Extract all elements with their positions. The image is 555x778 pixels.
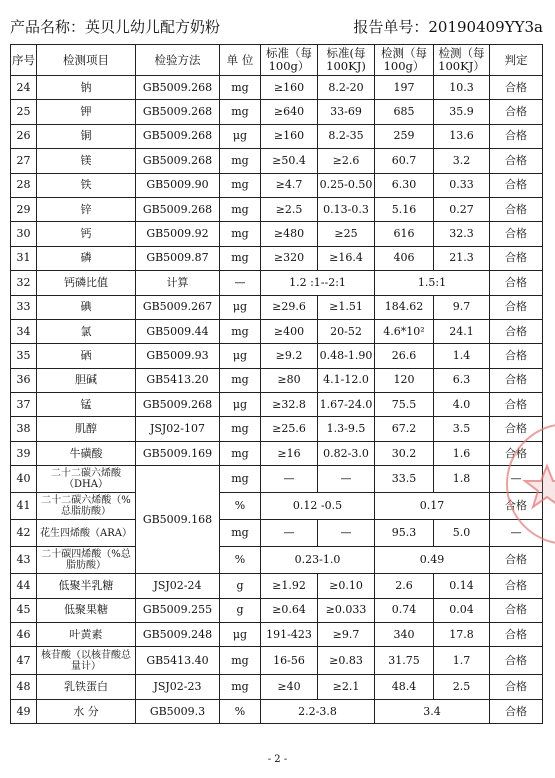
row-result-100kj: 10.3 (434, 76, 490, 100)
row-verdict: 合格 (490, 417, 543, 441)
row-method: GB5413.40 (136, 647, 220, 675)
row-result-100kj: 0.04 (434, 598, 490, 622)
row-verdict: 合格 (490, 76, 543, 100)
row-result-100kj: 1.4 (434, 344, 490, 368)
row-std-100kj: ≥2.1 (318, 675, 375, 699)
table-row (11, 295, 543, 319)
row-result-100g: 31.75 (375, 647, 434, 675)
row-verdict: 合格 (490, 295, 543, 319)
row-standard: 0.12 -0.5 (261, 493, 375, 520)
product-name: 产品名称：英贝儿幼儿配方奶粉 (10, 18, 221, 36)
row-item: 花生四烯酸（ARA） (37, 520, 136, 547)
row-std-100kj: 0.13-0.3 (318, 197, 375, 221)
row-item: 铜 (37, 124, 136, 148)
row-std-100kj: ≥1.51 (318, 295, 375, 319)
row-unit: mg (220, 441, 261, 465)
table-row (11, 149, 543, 173)
row-unit: mg (220, 222, 261, 246)
row-item: 乳铁蛋白 (37, 675, 136, 699)
row-std-100kj: ≥0.83 (318, 647, 375, 675)
row-result-100g: 0.74 (375, 598, 434, 622)
row-method: GB5009.267 (136, 295, 220, 319)
row-seq: 27 (11, 149, 37, 173)
table-header-row (11, 45, 543, 76)
row-result-100g: 5.16 (375, 197, 434, 221)
row-result-100kj: 1.6 (434, 441, 490, 465)
row-seq: 34 (11, 319, 37, 343)
row-standard: 1.2 :1--2:1 (261, 271, 375, 295)
row-std-100g: ≥50.4 (261, 149, 318, 173)
row-verdict: 合格 (490, 493, 543, 520)
row-item: 钠 (37, 76, 136, 100)
table-row (11, 100, 543, 124)
col-std-100g: 标准（每100g） (261, 45, 318, 76)
row-standard: 0.23-1.0 (261, 547, 375, 574)
table-row (11, 124, 543, 148)
row-result-100kj: 1.8 (434, 466, 490, 493)
row-verdict: 合格 (490, 319, 543, 343)
table-row (11, 173, 543, 197)
row-verdict: 合格 (490, 368, 543, 392)
row-seq: 35 (11, 344, 37, 368)
row-item: 核苷酸（以核苷酸总量计） (37, 647, 136, 675)
row-seq: 40 (11, 466, 37, 493)
row-verdict: 合格 (490, 271, 543, 295)
row-std-100kj: ≥16.4 (318, 246, 375, 270)
row-unit: mg (220, 173, 261, 197)
row-std-100g: ≥480 (261, 222, 318, 246)
row-method: GB5009.87 (136, 246, 220, 270)
row-std-100kj: ≥2.6 (318, 149, 375, 173)
col-method: 检验方法 (136, 45, 220, 76)
row-std-100g: ≥320 (261, 246, 318, 270)
row-std-100kj: 0.25-0.50 (318, 173, 375, 197)
row-seq: 48 (11, 675, 37, 699)
row-verdict: — (490, 466, 543, 493)
page-number: - 2 - (267, 754, 288, 765)
row-seq: 32 (11, 271, 37, 295)
row-seq: 30 (11, 222, 37, 246)
inspection-seal (497, 418, 555, 550)
row-item: 叶黄素 (37, 623, 136, 647)
row-std-100g: ≥4.7 (261, 173, 318, 197)
table-row (11, 441, 543, 465)
row-method: JSJ02-23 (136, 675, 220, 699)
row-std-100g: 191-423 (261, 623, 318, 647)
row-result-100kj: 0.33 (434, 173, 490, 197)
row-seq: 24 (11, 76, 37, 100)
row-unit: μg (220, 623, 261, 647)
row-item: 水 分 (37, 699, 136, 723)
row-method: GB5009.92 (136, 222, 220, 246)
row-std-100g: — (261, 466, 318, 493)
table-row (11, 598, 543, 622)
row-result: 1.5:1 (375, 271, 490, 295)
report-header (10, 16, 543, 38)
row-verdict: 合格 (490, 547, 543, 574)
row-result-100kj: 3.2 (434, 149, 490, 173)
row-method: GB5009.3 (136, 699, 220, 723)
row-unit: mg (220, 149, 261, 173)
row-verdict: 合格 (490, 100, 543, 124)
table-row (11, 319, 543, 343)
row-verdict: 合格 (490, 173, 543, 197)
table-row (11, 574, 543, 598)
row-result: 3.4 (375, 699, 490, 723)
row-seq: 44 (11, 574, 37, 598)
row-std-100kj: 0.82-3.0 (318, 441, 375, 465)
row-item: 钙磷比值 (37, 271, 136, 295)
row-method: GB5009.268 (136, 100, 220, 124)
row-std-100g: ≥160 (261, 124, 318, 148)
row-unit: μg (220, 295, 261, 319)
row-std-100kj: 8.2-20 (318, 76, 375, 100)
row-seq: 36 (11, 368, 37, 392)
row-result-100g: 48.4 (375, 675, 434, 699)
row-seq: 33 (11, 295, 37, 319)
row-seq: 31 (11, 246, 37, 270)
row-seq: 41 (11, 493, 37, 520)
row-verdict: 合格 (490, 124, 543, 148)
table-row (11, 699, 543, 723)
row-method: GB5009.169 (136, 441, 220, 465)
row-verdict: 合格 (490, 647, 543, 675)
row-result-100kj: 0.14 (434, 574, 490, 598)
row-result-100g: 259 (375, 124, 434, 148)
col-seq: 序号 (11, 45, 37, 76)
row-verdict: 合格 (490, 699, 543, 723)
row-unit: mg (220, 76, 261, 100)
row-item: 磷 (37, 246, 136, 270)
row-std-100g: ≥40 (261, 675, 318, 699)
col-verdict: 判定 (490, 45, 543, 76)
row-unit: — (220, 271, 261, 295)
row-unit: mg (220, 417, 261, 441)
row-item: 氯 (37, 319, 136, 343)
row-std-100g: ≥0.64 (261, 598, 318, 622)
row-verdict: 合格 (490, 149, 543, 173)
row-item: 肌醇 (37, 417, 136, 441)
row-std-100g: ≥160 (261, 76, 318, 100)
row-result-100kj: 0.27 (434, 197, 490, 221)
row-unit: mg (220, 368, 261, 392)
row-std-100kj: 8.2-35 (318, 124, 375, 148)
row-result-100kj: 9.7 (434, 295, 490, 319)
row-result-100g: 340 (375, 623, 434, 647)
table-row (11, 493, 543, 520)
row-verdict: 合格 (490, 441, 543, 465)
row-result-100g: 406 (375, 246, 434, 270)
row-seq: 37 (11, 393, 37, 417)
row-method: GB5009.268 (136, 197, 220, 221)
row-seq: 42 (11, 520, 37, 547)
row-std-100g: ≥29.6 (261, 295, 318, 319)
row-verdict: 合格 (490, 393, 543, 417)
table-row (11, 246, 543, 270)
row-item: 碘 (37, 295, 136, 319)
row-standard: 2.2-3.8 (261, 699, 375, 723)
row-result-100kj: 17.8 (434, 623, 490, 647)
col-unit: 单 位 (220, 45, 261, 76)
row-item: 牛磺酸 (37, 441, 136, 465)
row-result-100g: 67.2 (375, 417, 434, 441)
row-method: JSJ02-24 (136, 574, 220, 598)
row-result-100g: 197 (375, 76, 434, 100)
row-unit: mg (220, 100, 261, 124)
table-row (11, 520, 543, 547)
row-unit: g (220, 574, 261, 598)
row-method: GB5009.255 (136, 598, 220, 622)
row-seq: 38 (11, 417, 37, 441)
row-unit: mg (220, 675, 261, 699)
table-row (11, 393, 543, 417)
table-row (11, 76, 543, 100)
row-std-100kj: — (318, 520, 375, 547)
row-method: GB5009.268 (136, 124, 220, 148)
row-std-100g: ≥400 (261, 319, 318, 343)
row-result-100g: 30.2 (375, 441, 434, 465)
table-row (11, 368, 543, 392)
row-result-100kj: 13.6 (434, 124, 490, 148)
row-result-100kj: 24.1 (434, 319, 490, 343)
row-unit: g (220, 598, 261, 622)
row-std-100g: ≥25.6 (261, 417, 318, 441)
row-method: GB5009.268 (136, 149, 220, 173)
row-unit: mg (220, 319, 261, 343)
row-std-100g: — (261, 520, 318, 547)
row-std-100g: ≥2.5 (261, 197, 318, 221)
row-result-100g: 4.6*10² (375, 319, 434, 343)
col-result-100kj: 检测（每100KJ） (434, 45, 490, 76)
row-std-100g: 16-56 (261, 647, 318, 675)
row-std-100g: ≥640 (261, 100, 318, 124)
row-seq: 28 (11, 173, 37, 197)
row-result-100kj: 3.5 (434, 417, 490, 441)
row-verdict: 合格 (490, 623, 543, 647)
table-row (11, 271, 543, 295)
row-item: 铁 (37, 173, 136, 197)
table-row (11, 466, 543, 493)
report-number: 报告单号：20190409YY3a (353, 18, 543, 36)
row-method: GB5009.268 (136, 393, 220, 417)
table-row (11, 547, 543, 574)
row-method: 计算 (136, 271, 220, 295)
row-unit: mg (220, 466, 261, 493)
row-method: GB5009.268 (136, 76, 220, 100)
row-item: 低聚果糖 (37, 598, 136, 622)
row-verdict: 合格 (490, 574, 543, 598)
row-std-100kj: ≥0.10 (318, 574, 375, 598)
row-std-100kj: ≥0.033 (318, 598, 375, 622)
row-item: 低聚半乳糖 (37, 574, 136, 598)
row-verdict: — (490, 520, 543, 547)
row-unit: μg (220, 124, 261, 148)
row-result-100kj: 2.5 (434, 675, 490, 699)
row-seq: 43 (11, 547, 37, 574)
row-std-100kj: 4.1-12.0 (318, 368, 375, 392)
row-unit: % (220, 699, 261, 723)
row-item: 锌 (37, 197, 136, 221)
row-item: 镁 (37, 149, 136, 173)
row-result-100g: 2.6 (375, 574, 434, 598)
row-item: 锰 (37, 393, 136, 417)
row-seq: 49 (11, 699, 37, 723)
row-item: 硒 (37, 344, 136, 368)
row-seq: 45 (11, 598, 37, 622)
row-result-100g: 120 (375, 368, 434, 392)
row-item: 钾 (37, 100, 136, 124)
row-result-100g: 95.3 (375, 520, 434, 547)
row-method: GB5009.248 (136, 623, 220, 647)
col-item: 检测项目 (37, 45, 136, 76)
row-unit: % (220, 547, 261, 574)
row-unit: % (220, 493, 261, 520)
row-result-100kj: 6.3 (434, 368, 490, 392)
row-unit: μg (220, 344, 261, 368)
row-method: GB5009.168 (136, 466, 220, 574)
table-row (11, 344, 543, 368)
table-row (11, 675, 543, 699)
row-std-100g: ≥16 (261, 441, 318, 465)
row-std-100kj: ≥9.7 (318, 623, 375, 647)
row-result-100kj: 4.0 (434, 393, 490, 417)
row-unit: mg (220, 246, 261, 270)
row-verdict: 合格 (490, 344, 543, 368)
row-result-100kj: 5.0 (434, 520, 490, 547)
row-result-100g: 685 (375, 100, 434, 124)
row-result-100g: 33.5 (375, 466, 434, 493)
row-item: 胆碱 (37, 368, 136, 392)
row-item: 二十二碳六烯酸（%总脂肪酸） (37, 493, 136, 520)
row-result-100kj: 32.3 (434, 222, 490, 246)
row-std-100g: ≥32.8 (261, 393, 318, 417)
table-row (11, 623, 543, 647)
row-std-100g: ≥80 (261, 368, 318, 392)
row-std-100kj: 33-69 (318, 100, 375, 124)
row-result-100g: 616 (375, 222, 434, 246)
row-std-100kj: 1.67-24.0 (318, 393, 375, 417)
row-unit: mg (220, 647, 261, 675)
row-std-100kj: 0.48-1.90 (318, 344, 375, 368)
table-row (11, 197, 543, 221)
row-seq: 39 (11, 441, 37, 465)
table-row (11, 417, 543, 441)
row-method: JSJ02-107 (136, 417, 220, 441)
row-result-100kj: 21.3 (434, 246, 490, 270)
row-unit: mg (220, 520, 261, 547)
col-std-100kj: 标准(每100KJ) (318, 45, 375, 76)
row-result-100g: 60.7 (375, 149, 434, 173)
row-std-100g: ≥9.2 (261, 344, 318, 368)
row-seq: 47 (11, 647, 37, 675)
row-verdict: 合格 (490, 246, 543, 270)
table-row (11, 647, 543, 675)
row-std-100kj: 20-52 (318, 319, 375, 343)
results-table (10, 44, 543, 724)
row-std-100kj: — (318, 466, 375, 493)
row-seq: 26 (11, 124, 37, 148)
table-row (11, 222, 543, 246)
row-std-100g: ≥1.92 (261, 574, 318, 598)
row-method: GB5009.90 (136, 173, 220, 197)
row-item: 二十二碳六烯酸（DHA） (37, 466, 136, 493)
row-std-100kj: 1.3-9.5 (318, 417, 375, 441)
row-seq: 25 (11, 100, 37, 124)
row-result-100kj: 35.9 (434, 100, 490, 124)
row-seq: 46 (11, 623, 37, 647)
row-result-100g: 184.62 (375, 295, 434, 319)
row-std-100kj: ≥25 (318, 222, 375, 246)
row-unit: mg (220, 197, 261, 221)
row-verdict: 合格 (490, 598, 543, 622)
row-result-100g: 26.6 (375, 344, 434, 368)
row-result: 0.49 (375, 547, 490, 574)
row-result-100kj: 1.7 (434, 647, 490, 675)
row-seq: 29 (11, 197, 37, 221)
row-result-100g: 75.5 (375, 393, 434, 417)
row-verdict: 合格 (490, 222, 543, 246)
row-result-100g: 6.30 (375, 173, 434, 197)
row-item: 二十碳四烯酸（%总脂肪酸） (37, 547, 136, 574)
row-verdict: 合格 (490, 197, 543, 221)
row-result: 0.17 (375, 493, 490, 520)
row-method: GB5009.44 (136, 319, 220, 343)
row-verdict: 合格 (490, 675, 543, 699)
row-method: GB5413.20 (136, 368, 220, 392)
col-result-100g: 检测（每100g） (375, 45, 434, 76)
row-unit: μg (220, 393, 261, 417)
row-item: 钙 (37, 222, 136, 246)
row-method: GB5009.93 (136, 344, 220, 368)
